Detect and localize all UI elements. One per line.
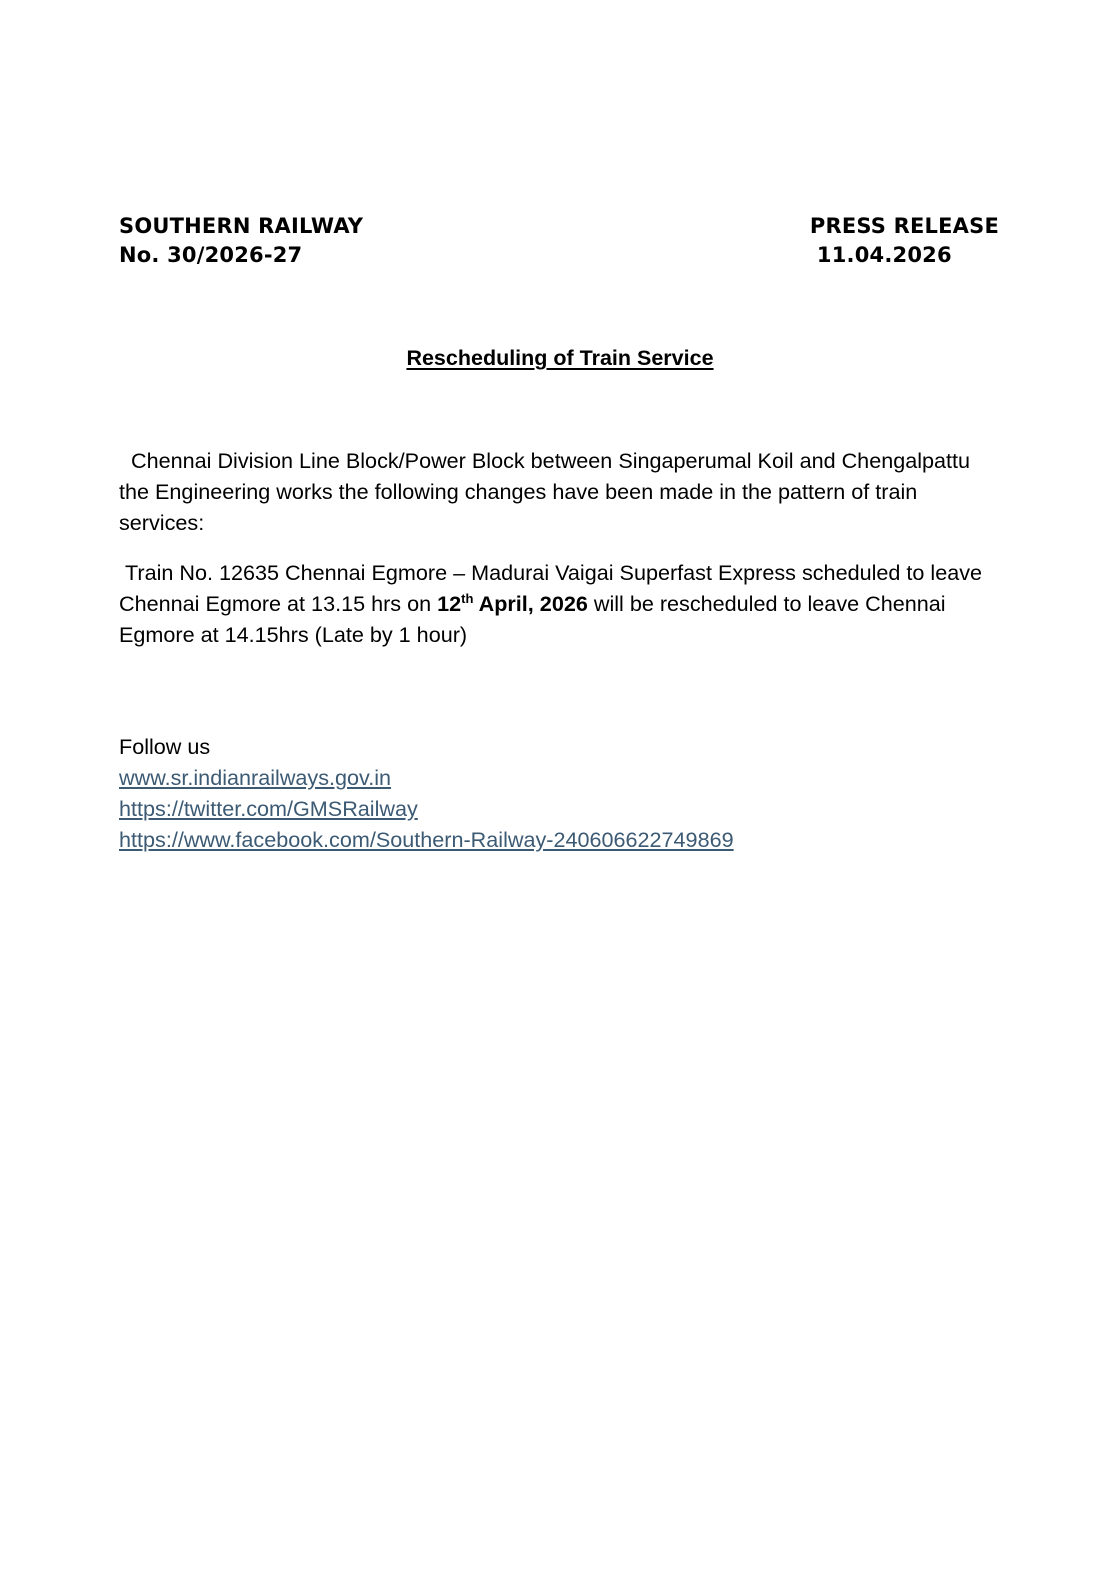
document-title: Rescheduling of Train Service [406,346,714,370]
organization-name: SOUTHERN RAILWAY [119,214,364,238]
reschedule-date [437,591,588,616]
website-link[interactable]: www.sr.indianrailways.gov.in [119,765,392,790]
follow-us-heading: Follow us [119,734,211,759]
release-date: 11.04.2026 [816,243,952,267]
intro-paragraph [119,445,999,538]
intro-paragraph-text: Chennai Division Line Block/Power Block between Singaperumal Koil and Chengalpattu the Engineering works the following changes have been made in the pattern of train services: [119,448,971,535]
reschedule-date-day: 12 [437,591,462,616]
release-type: PRESS RELEASE [809,214,999,238]
header-left-block [119,212,363,270]
header-right-block [810,212,999,270]
twitter-link[interactable]: https://twitter.com/GMSRailway [119,796,418,821]
train-change-paragraph [119,557,999,650]
reschedule-date-suffix: th [461,590,474,606]
train-change-text-part-2: will be rescheduled to leave Chennai Egmore at 14.15hrs (Late by 1 hour) [119,591,946,647]
reschedule-date-rest: April, 2026 [473,591,588,616]
train-change-text-part-1: Train No. 12635 Chennai Egmore – Madurai Vaigai Superfast Express scheduled to leave Chennai Egmore at 13.15 hrs on [119,560,983,616]
release-number: No. 30/2026-27 [119,243,303,267]
social-links [119,762,734,855]
facebook-link[interactable]: https://www.facebook.com/Southern-Railway-240606622749869 [119,827,734,852]
